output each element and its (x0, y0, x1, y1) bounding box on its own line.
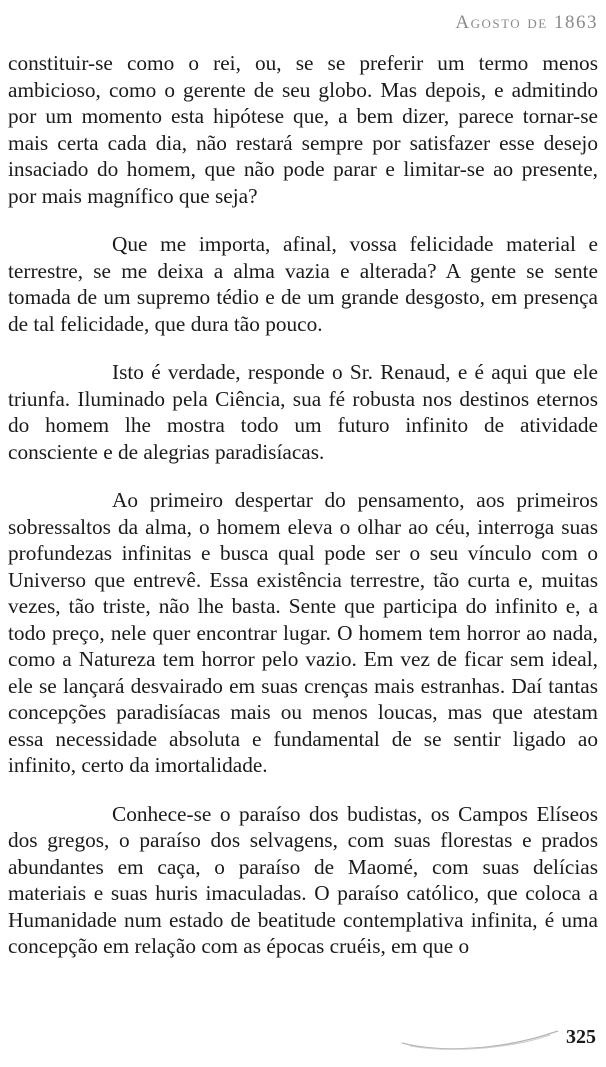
body-text (8, 50, 598, 982)
running-header: Agosto de 1863 (455, 12, 598, 33)
footer-swoosh-ornament (400, 1023, 560, 1053)
paragraph-1: constituir-se como o rei, ou, se se preferir um termo menos ambicioso, como o gerente de seu globo. Mas depois, e admitindo por um momento esta hipótese que, a bem dizer, parece tornar-se mais certa cada dia, não restará sempre por satisfazer esse desejo insaciado do homem, que não pode parar e limitar-se ao presente, por mais magnífico que seja? (8, 51, 598, 208)
paragraph-3: Isto é verdade, responde o Sr. Renaud, e é aqui que ele triunfa. Iluminado pela Ciência, sua fé robusta nos destinos eternos do homem lhe mostra todo um futuro infinito de atividade consciente e de alegrias paradisíacas. (8, 360, 598, 464)
paragraph-5: Conhece-se o paraíso dos budistas, os Campos Elíseos dos gregos, o paraíso dos selvagens, com suas florestas e prados abundantes em caça, o paraíso de Maomé, com suas delícias materiais e suas huris imaculadas. O paraíso católico, que coloca a Humanidade num estado de beatitude contemplativa infinita, é uma concepção em relação com as épocas cruéis, em que o (8, 801, 598, 958)
paragraph-2: Que me importa, afinal, vossa felicidade material e terrestre, se me deixa a alma vazia e alterada? A gente se sente tomada de um supremo tédio e de um grande desgosto, em presença de tal felicidade, que dura tão pouco. (8, 232, 598, 336)
paragraph-4: Ao primeiro despertar do pensamento, aos primeiros sobressaltos da alma, o homem eleva o olhar ao céu, interroga suas profundezas infinitas e busca qual pode ser o seu vínculo com o Universo que entrevê. Essa existência terrestre, tão curta e, muitas vezes, tão triste, não lhe basta. Sente que participa do infinito e, a todo preço, nele quer encontrar lugar. O homem tem horror ao nada, como a Natureza tem horror pelo vazio. Em vez de ficar sem ideal, ele se lançará desvairado em suas crenças mais estranhas. Daí tantas concepções paradisíacas mais ou menos loucas, mas que atestam essa necessidade absoluta e fundamental de se sentir ligado ao infinito, certo da imortalidade. (8, 488, 598, 777)
page-number: 325 (566, 1026, 596, 1048)
